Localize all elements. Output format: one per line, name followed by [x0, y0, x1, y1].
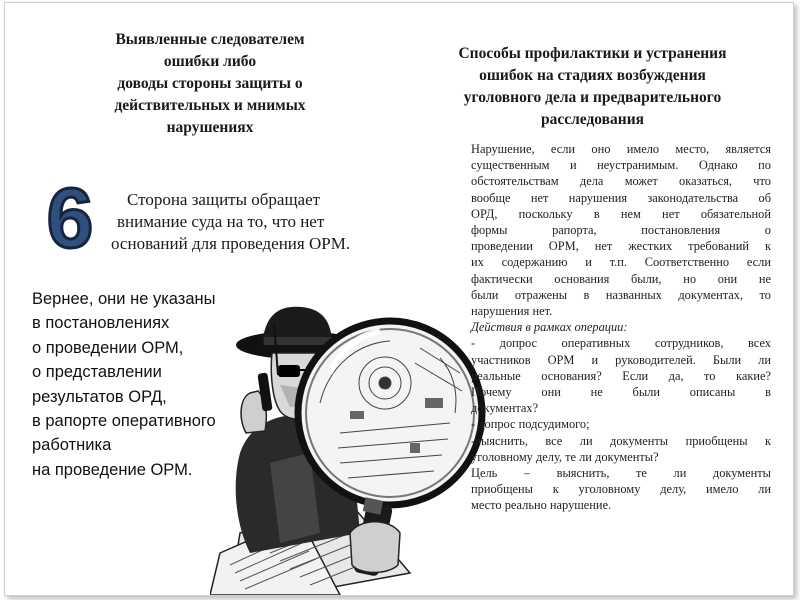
left-title-line: доводы стороны защиты о	[117, 75, 303, 92]
body-line: обстоятельствам дела может оказаться, что	[471, 174, 771, 189]
body-line: вообще нет нарушения законодательства об	[471, 190, 771, 205]
claim-line: внимание суда на то, что нет	[117, 212, 325, 231]
body-line: документах?	[471, 401, 539, 416]
note-line: Вернее, они не указаны	[32, 290, 216, 308]
body-line: Почему они не были описаны в	[471, 385, 771, 400]
body-line: существенным и неустранимым. Однако по	[471, 158, 771, 173]
note-line: работника	[32, 436, 112, 455]
number-badge	[35, 171, 105, 261]
note-line: в постановлениях	[32, 314, 170, 333]
number-six-icon	[35, 171, 105, 261]
right-title	[400, 43, 785, 131]
body-line: - допрос оперативных сотрудников, всех	[471, 336, 771, 351]
body-line: - допрос подсудимого;	[471, 417, 590, 432]
note-line: о представлении	[32, 363, 162, 382]
right-title-line: ошибок на стадиях возбуждения	[479, 67, 706, 84]
claim-line: оснований для проведения ОРМ.	[111, 234, 351, 253]
actions-heading: Действия в рамках операции:	[471, 320, 628, 335]
right-body-text	[471, 141, 771, 514]
body-line: Нарушение, если оно имело место, является	[471, 142, 771, 156]
right-title-line: Способы профилактики и устранения	[458, 45, 727, 62]
badge-number: 6	[46, 171, 94, 261]
note-line: на проведение ОРМ.	[32, 460, 193, 479]
body-line: приобщены к уголовному делу, имело ли	[471, 482, 771, 497]
left-title-line: Выявленные следователем	[115, 31, 305, 48]
left-title	[45, 29, 375, 139]
body-line: уголовному делу, те ли документы?	[471, 449, 659, 464]
body-line: фактически основания были, но они не	[471, 271, 771, 286]
left-title-line: действительных и мнимых	[114, 97, 306, 114]
defense-claim	[109, 189, 409, 255]
body-line: реальные основания? Если да, то какие?	[471, 368, 771, 383]
body-line: ОРД, поскольку в нем нет обязательной	[471, 206, 771, 221]
claim-line: Сторона защиты обращает	[127, 190, 321, 209]
body-line: их содержанию и т.п. Соответственно если	[471, 255, 771, 270]
body-line: нарушения нет.	[471, 304, 553, 319]
body-line: проведении ОРМ, нет жестких требований к	[471, 239, 771, 254]
note-line: результатов ОРД,	[32, 387, 167, 406]
left-title-line: ошибки либо	[163, 53, 257, 70]
body-line: место реально нарушение.	[471, 498, 612, 513]
note-line: в рапорте оперативного	[32, 412, 216, 431]
detective-magnifier-icon	[210, 303, 500, 595]
body-line: Цель – выяснить, те ли документы	[471, 466, 771, 481]
body-line: -выяснить, все ли документы приобщены к	[471, 433, 771, 448]
slide	[4, 2, 794, 596]
note-line: о проведении ОРМ,	[32, 338, 184, 357]
right-title-line: расследования	[540, 111, 645, 128]
left-title-line: нарушениях	[166, 119, 254, 136]
right-title-line: уголовного дела и предварительного	[463, 89, 722, 106]
body-line: участников ОРМ и руководителей. Были ли	[471, 352, 771, 367]
body-line: формы рапорта, постановления о	[471, 223, 771, 238]
body-line: были отражены в названных документах, то	[471, 287, 771, 302]
